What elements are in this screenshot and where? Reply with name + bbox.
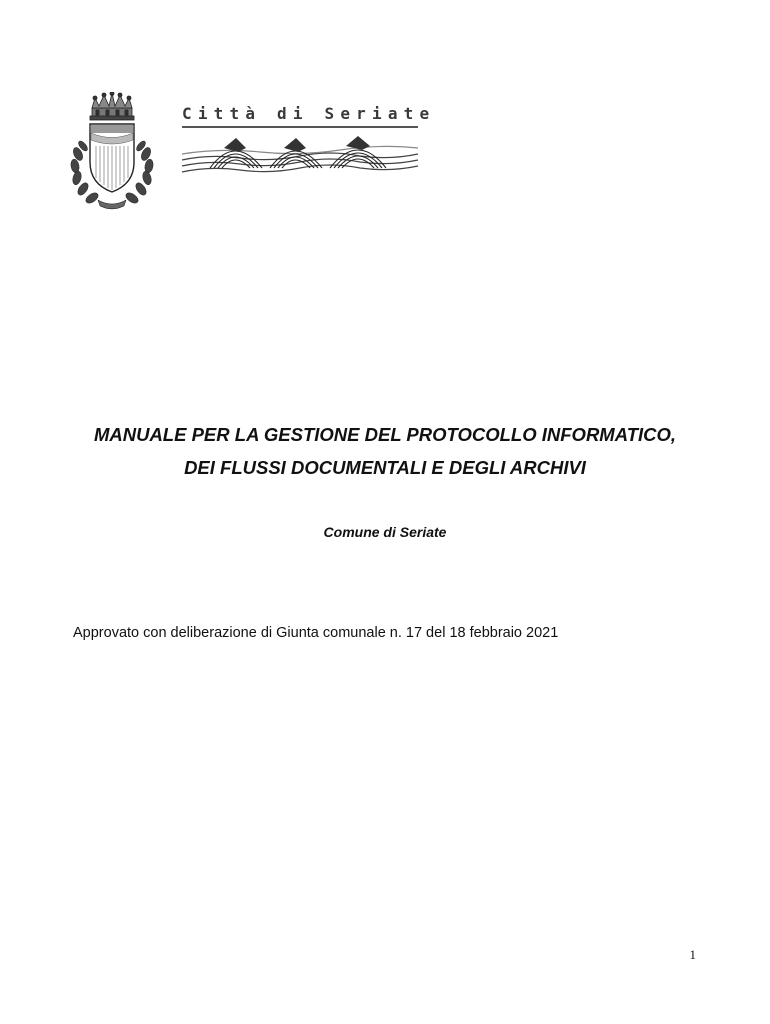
bridge-arches-logo bbox=[180, 130, 420, 178]
page-number: 1 bbox=[689, 947, 696, 962]
approval-note: Approvato con deliberazione di Giunta comunale n. 17 del 18 febbraio 2021 bbox=[73, 625, 559, 641]
document-title-line-1: MANUALE PER LA GESTIONE DEL PROTOCOLLO INFORMATICO, bbox=[93, 424, 677, 445]
wordmark-divider bbox=[182, 126, 418, 128]
coat-of-arms-logo bbox=[66, 92, 158, 212]
document-title-line-2: DEI FLUSSI DOCUMENTALI E DEGLI ARCHIVI bbox=[184, 457, 586, 478]
city-wordmark: Città di Seriate bbox=[182, 104, 436, 123]
document-subtitle: Comune di Seriate bbox=[323, 524, 447, 540]
